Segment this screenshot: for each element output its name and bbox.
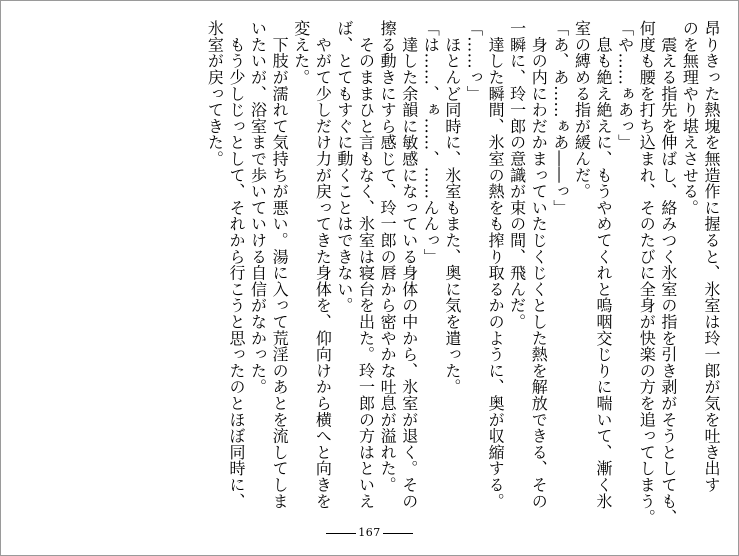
text-line: 震える指先を伸ばし、絡みつく氷室の指を引き剥がそうとしても、 [658, 20, 678, 525]
text-line: 下肢が濡れて気持ちが悪い。湯に入って荒淫のあとを流してしま [270, 20, 290, 509]
text-line: いたいが、浴室まで歩いていける自信がなかった。 [248, 20, 268, 395]
text-line: 身の内にわだかまっていたじくじくとした熱を解放できる、その [529, 20, 549, 509]
text-line: 何度も腰を打ち込まれ、そのたびに全身が快楽の方を追ってしまう。 [637, 20, 657, 525]
text-line: のを無理やり堪えさせる。 [680, 20, 700, 216]
text-line: 変えた。 [291, 20, 311, 86]
text-line: 昂りきった熱塊を無造作に握ると、氷室は玲一郎が気を吐き出す [702, 20, 721, 493]
page-number: 167 [358, 526, 381, 539]
text-line: 一瞬に、玲一郎の意識が束の間、飛んだ。 [507, 20, 527, 330]
text-line: 達した余韻に敏感になっている身体の中から、氷室が退く。その [399, 20, 419, 509]
text-line: ほとんど同時に、氷室もまた、奥に気を遣った。 [442, 20, 462, 395]
page-number-footer [0, 526, 739, 540]
text-line: 「や……ぁあっ」 [615, 20, 635, 151]
text-line: 氷室が戻ってきた。 [205, 20, 225, 167]
text-line: ば、とてもすぐに動くことはできない。 [334, 20, 354, 314]
text-line: そのままひと言もなく、氷室は寝台を出た。玲一郎の方はといえ [356, 20, 376, 509]
text-line: 達した瞬間、氷室の熱をも搾り取るかのように、奥が収縮する。 [486, 20, 506, 509]
folio-rule-left [326, 533, 356, 534]
vertical-text-body [54, 20, 722, 525]
text-line: 擦る動きにすら感じて、玲一郎の唇から密やかな吐息が溢れた。 [378, 20, 398, 493]
text-line: もう少しじっとして、それから行こうと思ったのとほぼ同時に、 [226, 20, 246, 509]
text-line: 「は……、ぁ……、……んんっ」 [421, 20, 441, 265]
text-line: 「……っ」 [464, 20, 484, 102]
text-line: 「あ、あ……ぁあ――っ」 [550, 20, 570, 216]
text-line: 息も絶え絶えに、もうやめてくれと嗚咽交じりに喘いて、漸く氷 [594, 20, 614, 509]
text-line: 室の縛める指が緩んだ。 [572, 20, 592, 200]
text-line: やがて少しだけ力が戻ってきた身体を、仰向けから横へと向きを [313, 20, 333, 509]
folio-rule-right [383, 533, 413, 534]
